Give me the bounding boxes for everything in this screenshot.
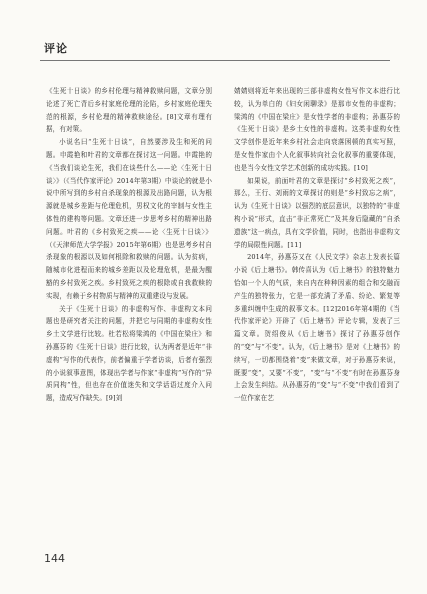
header-rule (40, 60, 390, 61)
left-column (46, 85, 212, 537)
section-label: 评论 (44, 42, 68, 55)
paragraph: 2014年，孙惠芬又在《人民文学》杂志上发表长篇小说《后上塘书》。韩传喜认为《后上塘书》的独特魅力恰如一个人的气质，来自内在种种因素的组合和交融而产生的独特张力，它是一部充满了矛盾、纷论、繁复等多重纠缠中生成的叙事文本。[12]2016年第4期的《当代作家评论》开辟了《后上塘书》评论专辑，发表了三篇文章。贺绍俊从《后上塘书》探讨了孙惠芬创作的“变”与“不变”。认为，《后上塘书》是对《上塘书》的续写，一切都围绕着“变”来做文章，对于孙惠芬来说，既要“变”，又要“不变”，“变”与“不变”有时在孙惠芬身上会发生纠结。从孙惠芬的“变”与“不变”中我们看到了一位作家在艺 (234, 253, 400, 403)
paragraph: 如果说，前面叶君的文章是探讨“乡村致死之疾”，那么，王行、刘雨的文章探讨的则是“乡村致忘之病”，认为《生死十日谈》以强烈的底层意识，以独特的“非虚构小说”形式，直击“非正常死亡”及其身后隐藏的“自杀遗族”这一病点，具有文学价值，同时，也指出非虚构文学的局限性问题。[11] (234, 176, 400, 249)
paragraph: 婧婧则将近年来出现的三部非虚构女性写作文本进行比较，认为单白的《妇女闲聊录》是那市女性的非虚构；梁鸿的《中国在梁庄》是女性学者的非虚构；孙惠芬的《生死十日谈》是乡土女性的非虚构。这类非虚构女性文学创作是近年来乡村社会走向衰落困顿的真实写照，是女性作家由个人化叙事转向社会化叙事的重要体现，也是当今女性文学艺术创新的成功实践。[10] (234, 87, 400, 172)
paragraph: 小说名曰“生死十日谈”，自然要涉及生和死的问题。申霞艳和叶君的文章都在探讨这一问题。申霞艳的《当我们谈论生死，我们在谈些什么——论〈生死十日谈〉》（《当代作家评论》2014年第3期）中谈论的就是小说中所写到的乡村自杀现象的根源及出路问题，认为根源就是城乡差距与伦理危机，男权文化的宰制与女性主体性的建构等问题。文章还进一步思考乡村的精神出路问题。叶君的《乡村致死之疾——论〈生死十日谈〉》（《天津师范大学学报》2015年第6期）也是思考乡村自杀现象的根源以及如何根除和救赎的问题。认为贫病，随城市化进程而来的城乡差距以及伦理危机，是最为醒豁的乡村致死之疾。乡村致死之疾的根除或自我救赎的实现，有赖于乡村物质与精神的双重建设与发展。 (46, 138, 212, 300)
page-number: 144 (44, 552, 65, 565)
paragraph: 关于《生死十日谈》的非虚构写作、非虚构文本问题也是研究者关注的问题，并把它与同期的非虚构女性乡土文学进行比较。杜若松将梁鸿的《中国在梁庄》和孙惠芬的《生死十日谈》进行比较，认为两者是近年“非虚构”写作的代表作，前者偏重于学者访谈，后者有强烈的小说叙事意图，体现出学者与作家“非虚构”写作的“异质同构”性，但也存在价值迷失和文学话语过度介入问题，造成写作缺失。[9]刘 (46, 304, 212, 403)
right-column (234, 85, 400, 537)
paragraph: 《生死十日谈》的乡村伦理与精神救赎问题，文章分别论述了死亡背后乡村家庭伦理的沦陷，乡村家庭伦理失范的根源，乡村伦理的精神救赎途径。[8]文章有理有据，有对策。 (46, 87, 212, 134)
